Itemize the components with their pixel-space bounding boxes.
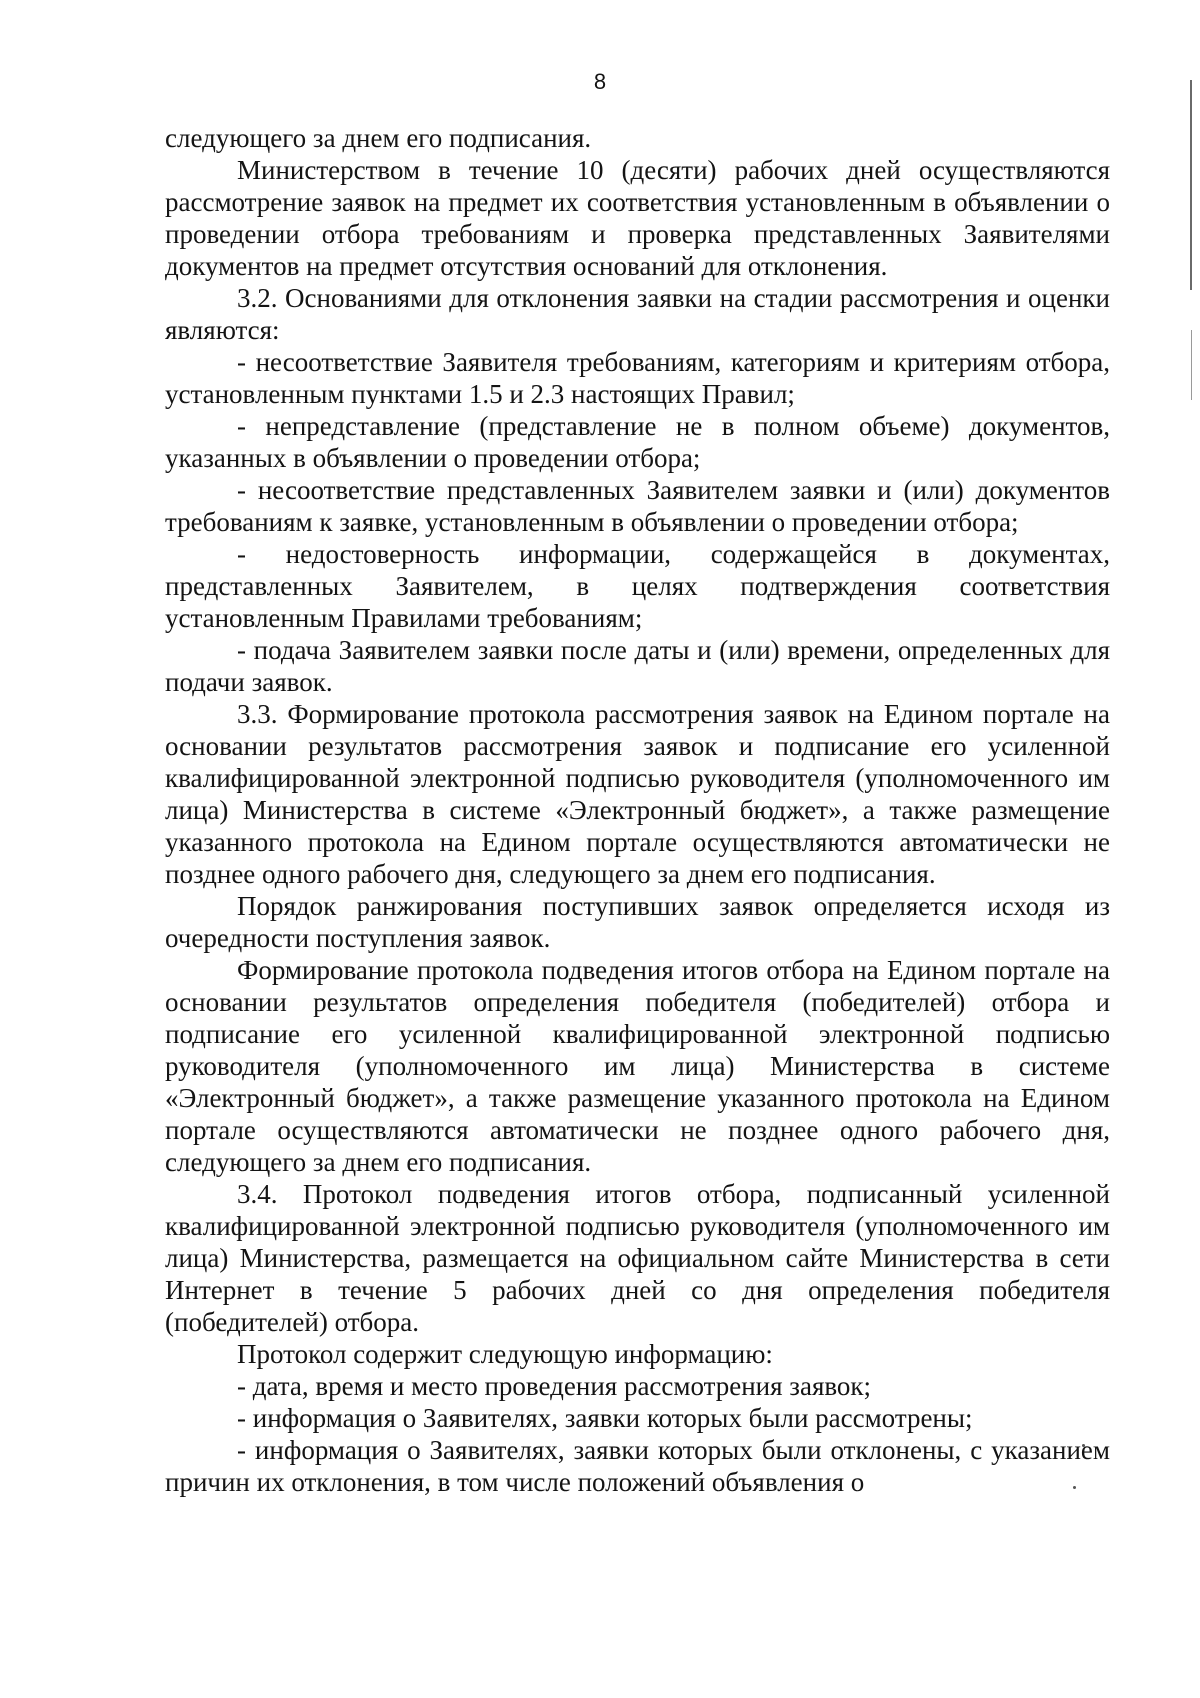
paragraph: следующего за днем его подписания. [165,123,592,153]
paragraph: Порядок ранжирования поступивших заявок определяется исходя из очередности поступления заявок. [165,891,1110,953]
document-body [165,122,1110,1498]
list-item: - дата, время и место проведения рассмотрения заявок; [237,1371,872,1401]
list-item: - информация о Заявителях, заявки которых были рассмотрены; [237,1403,973,1433]
list-item: - недостоверность информации, содержащейся в документах, представленных Заявителем, в целях подтверждения соответствия установленным Правилами требованиям; [165,539,1110,633]
list-item: - непредставление (представление не в полном объеме) документов, указанных в объявлении о проведении отбора; [165,411,1110,473]
paragraph: Протокол содержит следующую информацию: [237,1339,773,1369]
scan-edge-mark [1191,330,1192,400]
list-item: - несоответствие Заявителя требованиям, категориям и критериям отбора, установленным пунктами 1.5 и 2.3 настоящих Правил; [165,347,1110,409]
paragraph: Формирование протокола подведения итогов отбора на Едином портале на основании результатов определения победителя (победителей) отбора и подписание его усиленной квалифицированной электронной подписью руководителя (уполномоченного им лица) Министерства в системе «Электронный бюджет», а также размещение указанного протокола на Едином портале осуществляются автоматически не позднее одного рабочего дня, следующего за днем его подписания. [165,955,1110,1177]
list-item: - подача Заявителем заявки после даты и (или) времени, определенных для подачи заявок. [165,635,1110,697]
scan-edge-mark [1190,80,1192,290]
list-item: - информация о Заявителях, заявки которых были отклонены, с указанием причин их отклонения, в том числе положений объявления о [165,1435,1110,1497]
section-heading-paragraph: 3.4. Протокол подведения итогов отбора, подписанный усиленной квалифицированной электронной подписью руководителя (уполномоченного им лица) Министерства, размещается на официальном сайте Министерства в сети Интернет в течение 5 рабочих дней со дня определения победителя (победителей) отбора. [165,1179,1110,1337]
section-heading-paragraph: 3.2. Основаниями для отклонения заявки на стадии рассмотрения и оценки являются: [165,283,1110,345]
list-item: - несоответствие представленных Заявителем заявки и (или) документов требованиям к заявке, установленным в объявлении о проведении отбора; [165,475,1110,537]
page-number: 8 [593,69,607,94]
paragraph: Министерством в течение 10 (десяти) рабочих дней осуществляются рассмотрение заявок на предмет их соответствия установленным в объявлении о проведении отбора требованиям и проверка представленных Заявителями документов на предмет отсутствия оснований для отклонения. [165,155,1110,281]
section-heading-paragraph: 3.3. Формирование протокола рассмотрения заявок на Едином портале на основании результатов рассмотрения заявок и подписание его усиленной квалифицированной электронной подписью руководителя (уполномоченного им лица) Министерства в системе «Электронный бюджет», а также размещение указанного протокола на Едином портале осуществляются автоматически не позднее одного рабочего дня, следующего за днем его подписания. [165,699,1110,889]
